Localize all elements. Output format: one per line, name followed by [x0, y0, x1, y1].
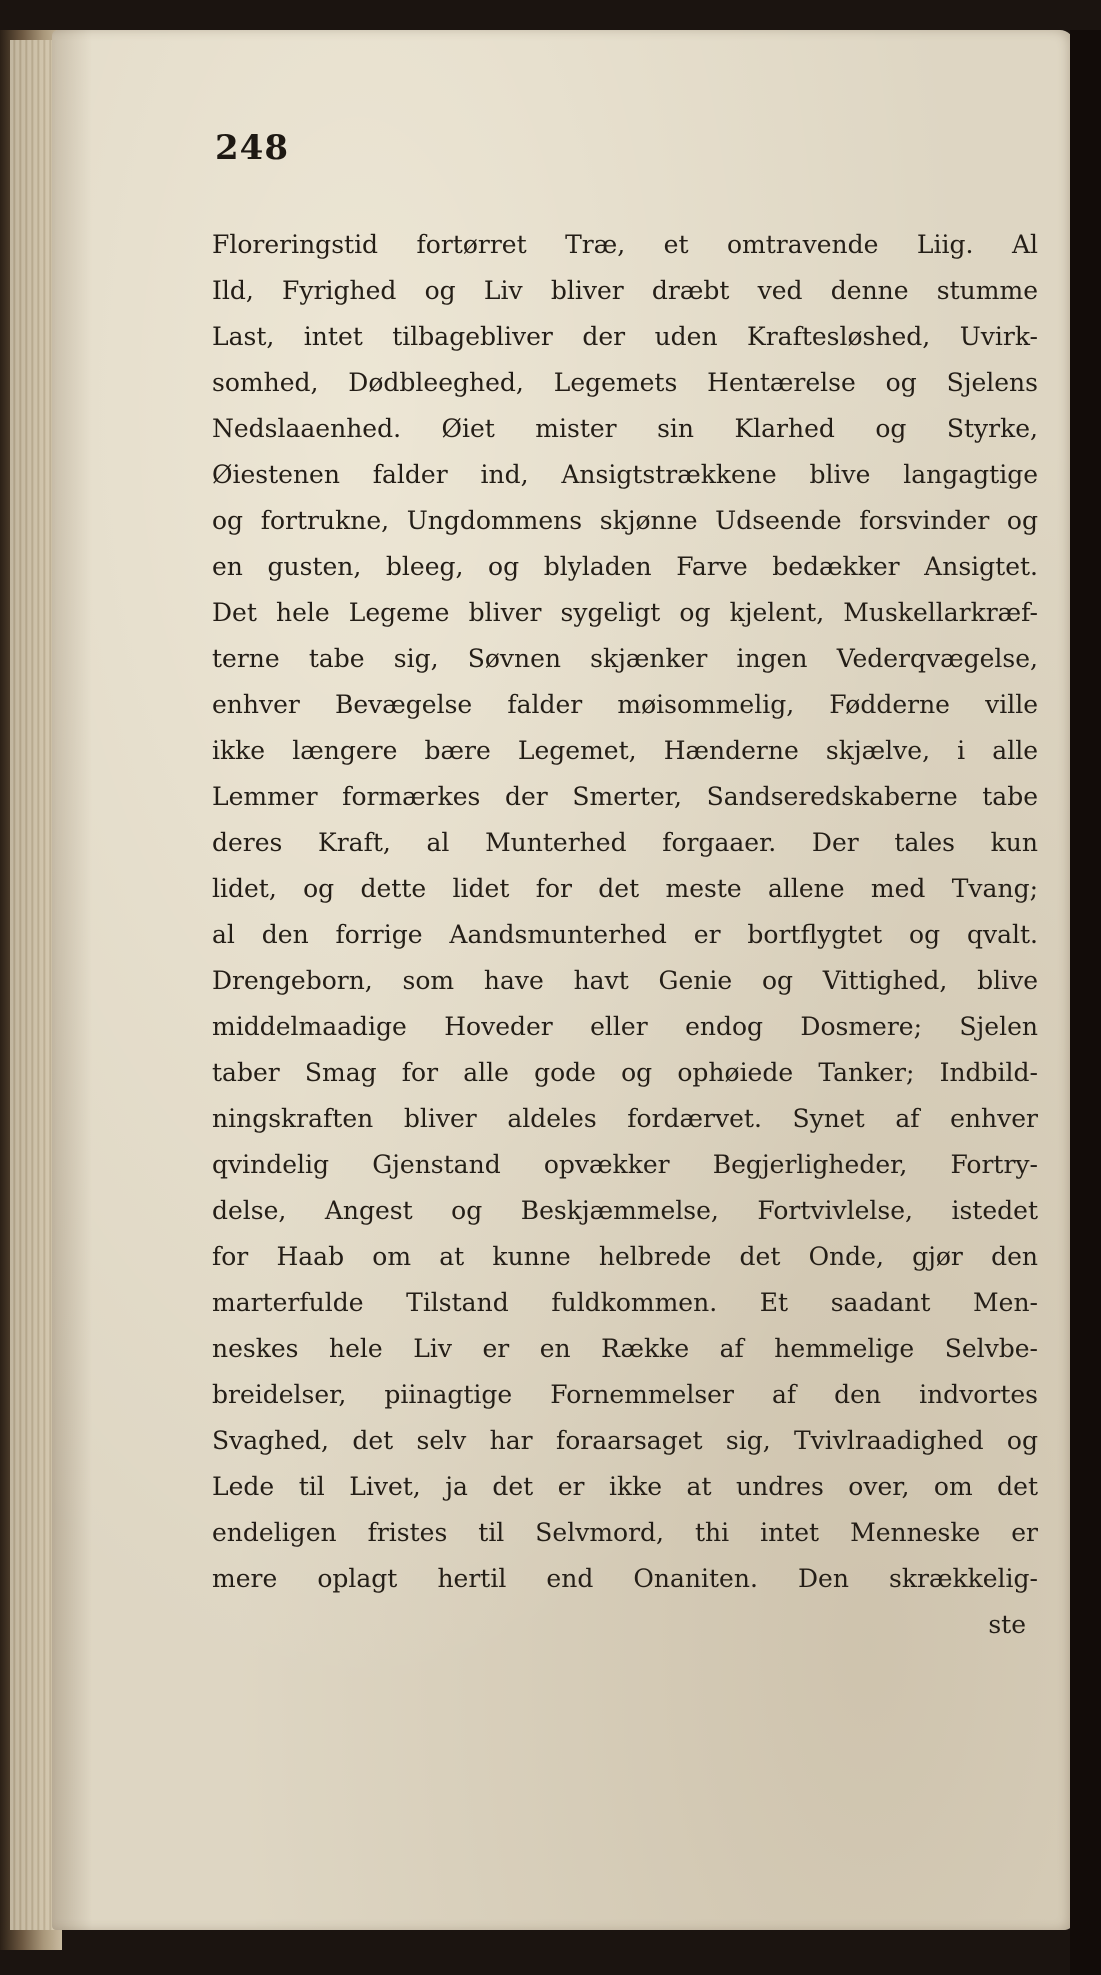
text-line: lidet, og dette lidet for det meste allene med Tvang; — [212, 874, 1038, 903]
text-line: breidelser, piinagtige Fornemmelser af den indvortes — [212, 1380, 1038, 1409]
text-line: marterfulde Tilstand fuldkommen. Et saadant Men- — [212, 1288, 1038, 1317]
text-line: og fortrukne, Ungdommens skjønne Udseende forsvinder og — [212, 506, 1038, 535]
text-line: al den forrige Aandsmunterhed er bortflygtet og qvalt. — [212, 920, 1038, 949]
body-text — [212, 222, 1038, 1648]
text-line: for Haab om at kunne helbrede det Onde, gjør den — [212, 1242, 1038, 1271]
text-line: deres Kraft, al Munterhed forgaaer. Der tales kun — [212, 828, 1038, 857]
text-line: ikke længere bære Legemet, Hænderne skjælve, i alle — [212, 736, 1038, 765]
text-line: somhed, Dødbleeghed, Legemets Hentærelse og Sjelens — [212, 368, 1038, 397]
text-line: Last, intet tilbagebliver der uden Kraftesløshed, Uvirk- — [212, 322, 1038, 351]
text-line: ningskraften bliver aldeles fordærvet. Synet af enhver — [212, 1104, 1038, 1133]
background-edge — [1070, 30, 1101, 1975]
text-line: Øiestenen falder ind, Ansigtstrækkene blive langagtige — [212, 460, 1038, 489]
text-line: mere oplagt hertil end Onaniten. Den skrækkelig- — [212, 1564, 1038, 1593]
page-number: 248 — [215, 128, 289, 168]
text-line: Svaghed, det selv har foraarsaget sig, Tvivlraadighed og — [212, 1426, 1038, 1455]
text-line: neskes hele Liv er en Række af hemmelige Selvbe- — [212, 1334, 1038, 1363]
text-line: Lemmer formærkes der Smerter, Sandseredskaberne tabe — [212, 782, 1038, 811]
text-line: Nedslaaenhed. Øiet mister sin Klarhed og Styrke, — [212, 414, 1038, 443]
text-line: enhver Bevægelse falder møisommelig, Fødderne ville — [212, 690, 1038, 719]
text-line: en gusten, bleeg, og blyladen Farve bedækker Ansigtet. — [212, 552, 1038, 581]
text-line: Det hele Legeme bliver sygeligt og kjelent, Muskellarkræf- — [212, 598, 1038, 627]
text-line: middelmaadige Hoveder eller endog Dosmere; Sjelen — [212, 1012, 1038, 1041]
text-line: qvindelig Gjenstand opvækker Begjerligheder, Fortry- — [212, 1150, 1038, 1179]
text-line: Floreringstid fortørret Træ, et omtravende Liig. Al — [212, 230, 1038, 259]
catchword: ste — [988, 1610, 1026, 1639]
text-line: Ild, Fyrighed og Liv bliver dræbt ved denne stumme — [212, 276, 1038, 305]
text-line: taber Smag for alle gode og ophøiede Tanker; Indbild- — [212, 1058, 1038, 1087]
text-line: delse, Angest og Beskjæmmelse, Fortvivlelse, istedet — [212, 1196, 1038, 1225]
text-line: terne tabe sig, Søvnen skjænker ingen Vederqvægelse, — [212, 644, 1038, 673]
text-line: Drengeborn, som have havt Genie og Vittighed, blive — [212, 966, 1038, 995]
text-line: Lede til Livet, ja det er ikke at undres over, om det — [212, 1472, 1038, 1501]
text-line: endeligen fristes til Selvmord, thi intet Menneske er — [212, 1518, 1038, 1547]
